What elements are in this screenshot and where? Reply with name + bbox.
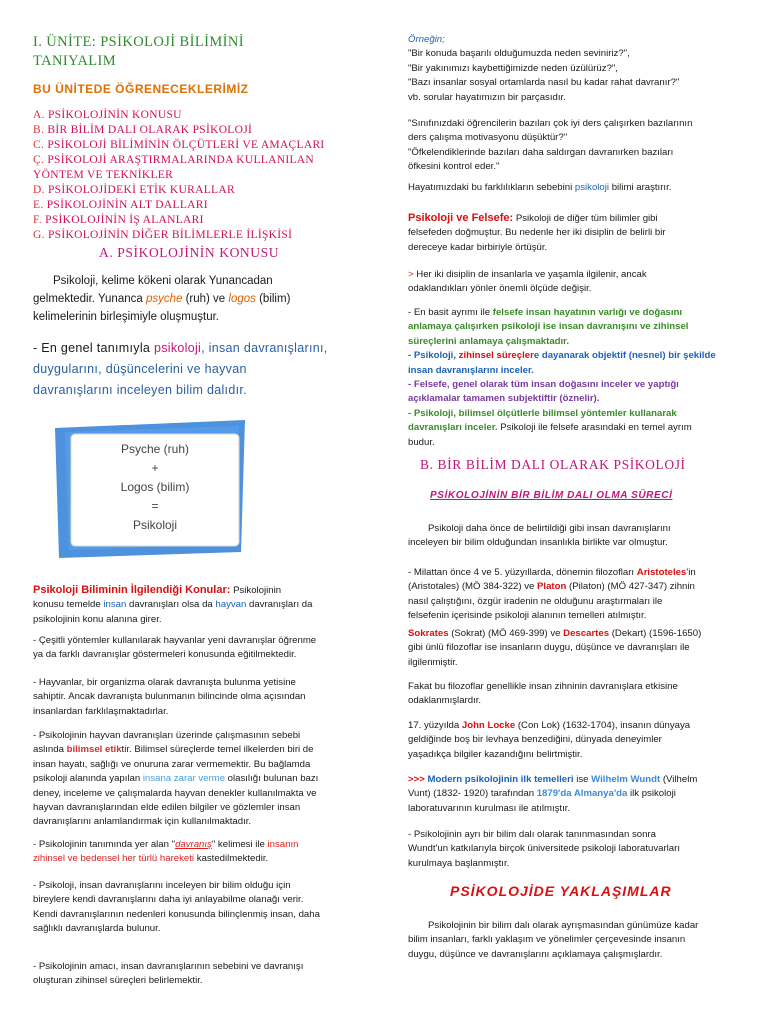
text: aslında: [33, 744, 67, 756]
toc-text: PSİKOLOJİNİN DİĞER BİLİMLERLE İLİŞKİSİ: [47, 229, 293, 241]
topics-line: [33, 598, 353, 612]
philosophy-heading: Psikoloji ve Felsefe:: [408, 212, 514, 224]
term-hayvan: hayvan: [215, 599, 247, 611]
bullet-1: [33, 634, 358, 663]
bullet-line: - Psikolojinin hayvan davranışları üzerinde çalışmasının sebebi: [33, 730, 301, 741]
term-psikoloji: psikoloji: [153, 341, 202, 355]
text: e dayanarak objektif (nesnel) bir şekilde: [533, 350, 716, 362]
card-line-equals: =: [151, 499, 159, 513]
toc-text: BİR BİLİM DALI OLARAK PSİKOLOJİ: [47, 124, 253, 136]
history-line: - Psikolojinin ayrı bir bilim dalı olarak tanınmasından sonra: [408, 829, 656, 840]
bullet-line: - Psikolojinin amacı, insan davranışlarının sebebini ve davranışı: [33, 961, 304, 972]
toc-letter: F.: [33, 214, 42, 226]
history-line: ilgilenmiştir.: [408, 656, 458, 668]
diff-line: açıklamalar tamamen subjektiftir (öznelir).: [408, 393, 600, 405]
text: " kelimesi ile: [211, 839, 268, 850]
section-a-heading: A. PSİKOLOJİNİN KONUSU: [99, 245, 280, 260]
toc-text: PSİKOLOJİ BİLİMİNİN ÖLÇÜTLERİ VE AMAÇLARI: [47, 139, 325, 151]
term-insana-zarar-verme: insana zarar verme: [142, 773, 225, 785]
term-psikoloji: psikoloji: [574, 182, 610, 193]
toc-letter: A.: [33, 109, 45, 121]
text: Psikoloji de diğer tüm bilimler gibi: [513, 213, 658, 224]
text: olasılığı bulunan bazı: [225, 773, 319, 785]
bullet-line: [33, 772, 358, 786]
toc-text: YÖNTEM VE TEKNİKLER: [33, 169, 174, 181]
name-platon: Platon: [537, 581, 567, 593]
card-text: [71, 440, 239, 535]
toc-text: PSİKOLOJİNİN KONUSU: [47, 109, 182, 121]
text: konusu temelde: [33, 599, 104, 611]
history-line: [408, 566, 733, 580]
topics-line: psikolojinin konu alanına girer.: [33, 613, 162, 625]
example-line: ders çalışma motivasyonu düşüktür?": [408, 132, 568, 144]
examples-block: [408, 33, 728, 105]
diff-line: budur.: [408, 436, 435, 448]
text: psikoloji alanında yapılan: [33, 773, 143, 785]
text: davranışları inceler.: [408, 422, 498, 434]
text: (Aristotales) (MÖ 384-322) ve: [408, 581, 538, 593]
student-examples: [408, 117, 733, 175]
text: davranışları da: [246, 599, 313, 611]
approaches-paragraph: [408, 919, 733, 962]
name-descartes: Descartes: [563, 628, 610, 639]
diff-line: insan davranışlarını inceler.: [408, 364, 534, 376]
term-psyche: psyche: [145, 293, 183, 305]
bullet-line: - Psikoloji, insan davranışlarını inceleyen bir bilim olduğu için: [33, 880, 291, 891]
diff-line: - Psikoloji, bilimsel ölçütlerle bilimsel yöntemler kullanarak: [408, 407, 677, 419]
text: ise: [573, 774, 592, 785]
bullet-line: deney, inceleme ve çalışmalarda hayvan denekler kullanılmakta ve: [33, 787, 317, 799]
cause-line: [408, 181, 728, 195]
text: ilk psikoloji: [627, 788, 676, 800]
history-paragraph-1: [408, 522, 733, 551]
term-bilimsel-etik: bilimsel etik: [66, 744, 122, 756]
approach-line: Psikolojinin bir bilim dalı olarak ayrışmasından günümüze kadar: [428, 920, 699, 931]
term-insan: insan: [103, 599, 127, 611]
philosophy-line: [408, 211, 733, 226]
toc-text: PSİKOLOJİDEKİ ETİK KURALLAR: [47, 184, 235, 196]
toc-item-f[interactable]: [33, 213, 353, 228]
approach-line: duygu, düşünce ve davranışlarını açıklamaya çalışmışlardır.: [408, 948, 663, 960]
toc-text: PSİKOLOJİ ARAŞTIRMALARINDA KULLANILAN: [47, 154, 314, 166]
toc-item-a[interactable]: [33, 108, 353, 123]
definition-paragraph: [33, 338, 353, 401]
history-line: [408, 719, 733, 733]
history-line: odaklanmışlardır.: [408, 695, 482, 707]
bullet-3: [33, 729, 358, 830]
term-felsefe: felsefe insan hayatının varlığı ve doğasını: [492, 307, 683, 318]
bullet-line: insan hayatı, sağlığı ve onuruna zarar vermemektir. Bu bağlamda: [33, 758, 311, 770]
history-line: geldiğinde boş bir levhaya benzediğini, dünyada deneyimler: [408, 734, 662, 746]
diff-line: - Felsefe, genel olarak tüm insan doğasını inceler ve yaptığı: [408, 379, 679, 391]
arrow-mark: >: [408, 269, 414, 280]
card-line-psyche: Psyche (ruh): [120, 442, 190, 456]
text: Vunt) (1832- 1920) tarafından: [408, 788, 537, 800]
arrow-line: [408, 268, 728, 282]
definition-line: duygularını, düşüncelerini ve hayvan: [33, 362, 247, 376]
name-wundt: Wilhelm Wundt: [591, 774, 661, 785]
toc-letter: Ç.: [33, 154, 45, 166]
example-line: "Öfkelendiklerinde bazıları daha saldırgan davranırken bazıları: [408, 146, 674, 158]
approach-line: bilim insanları, farklı yaklaşım ve yönelimler çerçevesinde insanın: [408, 934, 686, 946]
toc-item-c[interactable]: [33, 138, 353, 153]
text: (Dekart) (1596-1650): [609, 628, 702, 639]
text: tir. Bilimsel süreçlerde temel ilkelerden biri de: [121, 744, 314, 756]
history-paragraph-6: [408, 773, 733, 816]
philosophy-line: dereceye kadar birbiriyle örtüşür.: [408, 241, 548, 253]
toc-item-d[interactable]: [33, 183, 353, 198]
modern-foundation: Modern psikolojinin ilk temelleri: [424, 774, 574, 785]
example-line: "Bazı insanlar sosyal ortamlarda nasıl bu kadar rahat davranır?": [408, 77, 680, 89]
toc-letter: D.: [33, 184, 45, 196]
bullet-line: - Çeşitli yöntemler kullanılarak hayvanlar yeni davranışlar öğrenme: [33, 635, 317, 646]
text: Psikoloji ile felsefe arasındaki en temel ayrım: [497, 422, 692, 434]
diff-line: [408, 349, 733, 363]
bullet-5: [33, 879, 358, 937]
philosophy-paragraph: [408, 211, 733, 255]
toc-item-b[interactable]: [33, 123, 353, 138]
text: Her iki disiplin de insanlarla ve yaşamla ilgilenir, ancak: [413, 269, 647, 280]
bullet-line: oluşturan zihinsel süreçleri belirlemektir.: [33, 975, 203, 987]
text: - Psikoloji,: [408, 350, 459, 362]
topics-paragraph: [33, 583, 353, 627]
text: - En basit ayrımı ile: [408, 307, 493, 318]
text: (ruh) ve: [182, 293, 229, 305]
history-line: [408, 580, 733, 594]
date-1879: 1879'da Almanya'da: [536, 788, 628, 800]
text: - En genel tanımıyla: [33, 341, 154, 355]
arrow-paragraph: [408, 268, 728, 297]
text: 17. yüzyılda: [408, 720, 462, 731]
toc-text: PSİKOLOJİNİN ALT DALLARI: [46, 199, 208, 211]
topics-heading: Psikoloji Biliminin İlgilendiği Konular:: [33, 584, 231, 596]
text: Hayatımızdaki bu farklılıkların sebebini: [408, 182, 575, 193]
text: 'in: [686, 567, 696, 578]
name-sokrates: Sokrates: [408, 628, 449, 639]
bullet-line: hayvan davranışlarından elde edilen bilgiler ve gözlemler insan: [33, 802, 301, 814]
unit-title: [33, 33, 244, 71]
history-line: kurulmaya başlanmıştır.: [408, 857, 510, 869]
toc-item-e[interactable]: [33, 198, 353, 213]
section-b-heading: B. BİR BİLİM DALI OLARAK PSİKOLOJİ: [420, 457, 686, 472]
ornegin-label: Örneğin;: [408, 34, 445, 45]
toc-letter: E.: [33, 199, 44, 211]
bullet-6: [33, 960, 358, 989]
bullet-line: [33, 852, 358, 866]
toc-item-cc[interactable]: [33, 153, 353, 168]
text: (bilim): [255, 293, 291, 305]
history-line: inceleyen bir bilim olduğundan insanlıkla birlikte var olmuştur.: [408, 537, 668, 549]
history-line: felsefenin içerisinde psikoloji alanının temelleri atılmıştır.: [408, 610, 647, 622]
history-paragraph-3: [408, 627, 733, 670]
approaches-heading: PSİKOLOJİDE YAKLAŞIMLAR: [450, 883, 672, 899]
text: bilimi araştırır.: [609, 182, 672, 193]
example-line: "Bir yakınımızı kaybettiğimizde neden üzülürüz?",: [408, 62, 618, 74]
history-line: [408, 773, 733, 787]
learn-heading: BU ÜNİTEDE ÖĞRENECEKLERİMİZ: [33, 82, 249, 96]
unit-title-line-1: I. ÜNİTE: PSİKOLOJİ BİLİMİNİ: [33, 34, 244, 50]
unit-title-line-2: TANIYALIM: [33, 53, 116, 69]
bullet-line: insanlardan farklılaşmaktadırlar.: [33, 705, 169, 717]
card-line-plus: +: [151, 461, 159, 475]
text: (Con Lok) (1632-1704), insanın dünyaya: [515, 720, 691, 731]
bullet-line: sağlıklı davranışlarda bulunur.: [33, 923, 161, 935]
text: - Milattan önce 4 ve 5. yüzyıllarda, dönemin filozofları: [408, 567, 637, 578]
term-insanin: insanın: [267, 839, 299, 850]
text: (Pilaton) (MÖ 427-347) zihnin: [566, 581, 695, 593]
history-line: yaşadıkça bilgiler kazandığını belirtmiştir.: [408, 748, 583, 760]
history-line: nasıl çalıştığını, özgür iradenin ne olduğunu araştırmaları ile: [408, 595, 663, 607]
history-paragraph-7: [408, 828, 733, 871]
text: Psikolojinin: [230, 585, 282, 596]
history-line: [408, 787, 733, 801]
diff-line: anlamaya çalışırken psikoloji ise insan davranışını ve zihinsel: [408, 321, 689, 333]
toc-item-cc-cont[interactable]: [33, 168, 353, 183]
history-line: Psikoloji daha önce de belirtildiği gibi insan davranışlarını: [428, 523, 671, 534]
difference-list: [408, 306, 733, 450]
toc-letter: G.: [33, 229, 45, 241]
name-locke: John Locke: [461, 720, 516, 731]
origin-line: [33, 290, 353, 308]
bullet-line: - Hayvanlar, bir organizma olarak davranışta bulunma yetisine: [33, 677, 296, 688]
bullet-line: [33, 838, 358, 852]
text: kastedilmektedir.: [194, 853, 269, 865]
toc-list: [33, 108, 353, 243]
example-line: "Bir konuda başarılı olduğumuzda neden seviniriz?",: [408, 48, 630, 60]
philosophy-line: felsefeden doğmuştur. Bu nedenle her iki disiplin de belirli bir: [408, 227, 666, 239]
text: (Sokrat) (MÖ 469-399) ve: [448, 628, 564, 639]
term-hareket: zihinsel ve bedensel her türlü hareketi: [33, 853, 195, 865]
term-logos: logos: [228, 293, 256, 305]
history-paragraph-4: [408, 680, 733, 709]
history-line: gibi ünlü filozoflar ise insanların duygu, düşünce ve davranışları ile: [408, 642, 690, 654]
marker: >>>: [408, 774, 425, 785]
text: (Vilhelm: [660, 774, 698, 785]
history-line: laboratuvarının kurulması ile atılmıştır.: [408, 802, 571, 814]
term-zihinsel: zihinsel süreçler: [458, 350, 534, 362]
section-b-subheading: PSİKOLOJİNİN BİR BİLİM DALI OLMA SÜRECİ: [430, 490, 673, 501]
text: , insan davranışlarını,: [201, 341, 328, 355]
text: gelmektedir. Yunanca: [33, 293, 146, 305]
diff-line: süreçlerini anlamaya çalışmaktadır.: [408, 335, 570, 347]
example-line: vb. sorular hayatımızın bir parçasıdır.: [408, 91, 566, 103]
history-line: Fakat bu filozoflar genellikle insan zihninin davranışlara etkisine: [408, 681, 678, 692]
bullet-line: davranışlarını anlamlandırmak için kullanılmaktadır.: [33, 816, 252, 828]
arrow-line: odaklandıkları yönler önemli ölçüde değişir.: [408, 283, 592, 295]
card-line-psikoloji: Psikoloji: [132, 518, 177, 532]
term-davranis: davranış: [175, 839, 212, 850]
origin-line: kelimelerinin birleşimiyle oluşmuştur.: [33, 311, 219, 323]
bullet-line: Kendi davranışlarının nedenleri konusunda bilinçlenmiş insan, daha: [33, 908, 320, 920]
toc-text: PSİKOLOJİNİN İŞ ALANLARI: [45, 214, 204, 226]
origin-paragraph: [33, 272, 353, 326]
bullet-line: sahiptir. Ancak davranışta bulunmanın bilincinde olma açısından: [33, 691, 306, 703]
text: davranışları olsa da: [126, 599, 216, 611]
toc-letter: B.: [33, 124, 45, 136]
history-line: Wundt'un katkılarıyla birçok üniversitede psikoloji laboratuvarları: [408, 843, 681, 855]
history-line: [408, 627, 733, 641]
name-aristoteles: Aristoteles: [636, 567, 687, 578]
bullet-line: [33, 743, 358, 757]
history-paragraph-5: [408, 719, 733, 762]
example-line: "Sınıfınızdaki öğrencilerin bazıları çok iyi ders çalışırken bazılarının: [408, 118, 693, 129]
toc-letter: C.: [33, 139, 45, 151]
card-line-logos: Logos (bilim): [120, 480, 190, 494]
example-line: öfkesini kontrol eder.": [408, 161, 500, 173]
bullet-2: [33, 676, 358, 719]
definition-line: davranışlarını inceleyen bilim dalıdır.: [33, 383, 247, 397]
origin-line: Psikoloji, kelime kökeni olarak Yunancadan: [53, 275, 273, 287]
bullet-line: ya da farklı davranışlar göstermeleri konusunda eğitilmektedir.: [33, 649, 297, 661]
toc-item-g[interactable]: [33, 228, 353, 243]
psyche-logos-card: [33, 418, 253, 560]
bullet-4: [33, 838, 358, 867]
diff-line: [408, 421, 733, 435]
text: - Psikolojinin tanımında yer alan ": [33, 839, 176, 850]
history-paragraph-2: [408, 566, 733, 624]
bullet-line: bireylere kendi davranışlarını daha iyi anlayabilme olanağı verir.: [33, 894, 304, 906]
definition-line: [33, 338, 353, 359]
topics-line: [33, 583, 353, 598]
diff-line: [408, 306, 733, 320]
